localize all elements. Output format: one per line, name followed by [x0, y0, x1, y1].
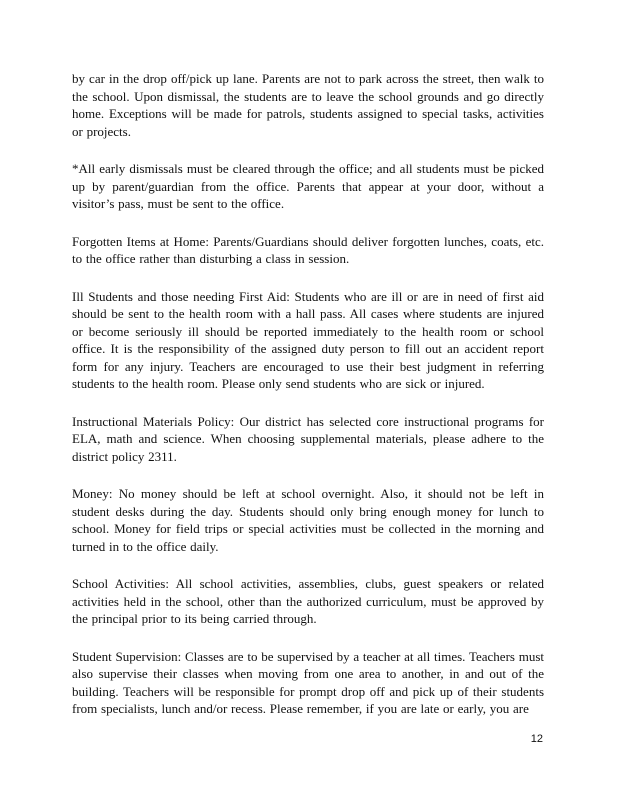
paragraph-forgotten-items: Forgotten Items at Home: Parents/Guardians should deliver forgotten lunches, coats, etc. to the office rather than disturbing a class in session. [72, 233, 544, 266]
paragraph-early-dismissals: *All early dismissals must be cleared through the office; and all students must be picked up by parent/guardian from the office. Parents that appear at your door, without a visitor’s pass, must be sent to the office. [72, 161, 544, 211]
page-number: 12 [530, 733, 543, 745]
paragraph-drop-off-continuation: by car in the drop off/pick up lane. Parents are not to park across the street, then walk to the school. Upon dismissal, the students are to leave the school grounds and go directly home. Exceptions will be made for patrols, students assigned to special tasks, activities or projects. [72, 71, 544, 139]
paragraph-student-supervision: Student Supervision: Classes are to be supervised by a teacher at all times. Teachers must also supervise their classes when moving from one area to another, in and out of the building. Teachers will be responsible for prompt drop off and pick up of their students from specialists, lunch and/or recess. Please remember, if you are late or early, you are [72, 648, 544, 716]
paragraph-school-activities: School Activities: All school activities, assemblies, clubs, guest speakers or related activities held in the school, other than the authorized curriculum, must be approved by the principal prior to its being carried through. [72, 576, 544, 626]
paragraph-ill-students: Ill Students and those needing First Aid: Students who are ill or are in need of first aid should be sent to the health room with a hall pass. All cases where students are injured or become seriously ill should be reported immediately to the health room or school office. It is the responsibility of the assigned duty person to fill out an accident report form for any injury. Teachers are encouraged to use their best judgment in referring students to the health room. Please only send students who are sick or injured. [72, 288, 544, 391]
document-body [72, 70, 544, 738]
paragraph-money: Money: No money should be left at school overnight. Also, it should not be left in student desks during the day. Students should only bring enough money for lunch to school. Money for field trips or special activities must be collected in the morning and turned in to the office daily. [72, 486, 544, 554]
paragraph-instructional-materials: Instructional Materials Policy: Our district has selected core instructional programs for ELA, math and science. When choosing supplemental materials, please adhere to the district policy 2311. [72, 413, 544, 464]
